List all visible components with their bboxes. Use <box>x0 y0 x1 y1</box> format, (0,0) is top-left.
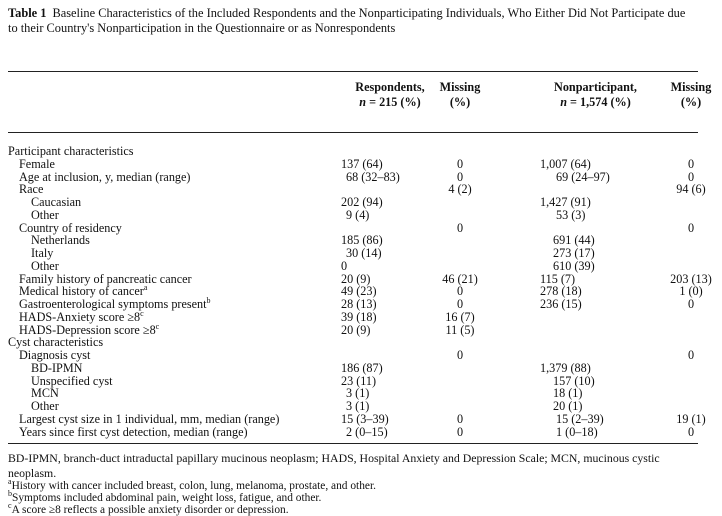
table-body <box>0 144 712 439</box>
respondents-missing-value: 0 <box>456 348 464 362</box>
respondents-value: 2 (0–15) <box>346 424 388 439</box>
nonparticipant-missing-value: 0 <box>687 348 695 362</box>
respondents-value: 20 (9) <box>341 271 371 286</box>
table-title: Baseline Characteristics of the Included Respondents and the Nonparticipating Individuals, Who Either Did Not Participate due to their Country's Nonparticipation in the Questionnaire or as Nonrespondents <box>8 6 686 35</box>
header-line <box>335 95 445 110</box>
n-label: n <box>560 95 567 109</box>
row-label-text: Medical history of cancer <box>19 284 144 299</box>
row-label-text: Female <box>19 156 55 171</box>
respondents-value: 137 (64) <box>341 156 383 171</box>
nonparticipant-value: 18 (1) <box>553 386 583 401</box>
header-nonparticipant <box>533 80 658 110</box>
nonparticipant-missing-value: 0 <box>687 297 695 311</box>
row-label-text: Age at inclusion, y, median (range) <box>19 169 191 184</box>
nonparticipant-value: 157 (10) <box>553 373 595 388</box>
header-line: (%) <box>680 95 702 109</box>
nonparticipant-value: 15 (2–39) <box>556 411 604 426</box>
respondents-missing-value: 0 <box>456 156 464 171</box>
respondents-value: 23 (11) <box>341 373 377 388</box>
respondents-missing-value: 4 (2) <box>448 182 472 197</box>
row-label-text: Netherlands <box>31 233 90 248</box>
header-line: Missing <box>439 80 481 94</box>
nonparticipant-value: 236 (15) <box>540 297 582 311</box>
row-label-text: Participant characteristics <box>8 144 134 158</box>
header-line: Nonparticipant, <box>554 80 637 94</box>
row-label-text: BD-IPMN <box>31 360 83 375</box>
bottom-rule <box>8 443 698 444</box>
footnote-abbreviations <box>8 451 703 480</box>
header-respondents <box>335 80 445 110</box>
row-label-text: Other <box>31 399 59 413</box>
row-label-text: Family history of pancreatic cancer <box>19 271 192 286</box>
nonparticipant-value: 115 (7) <box>540 271 576 286</box>
footnote-marker: c <box>155 321 160 331</box>
footnote-text: History with cancer included breast, colon, lung, melanoma, prostate, and other. <box>11 480 376 492</box>
respondents-value: 9 (4) <box>346 207 370 222</box>
nonparticipant-missing-value: 203 (13) <box>670 271 712 286</box>
row-label-text: Italy <box>31 246 54 260</box>
respondents-value: 20 (9) <box>341 322 371 337</box>
nonparticipant-missing-value: 19 (1) <box>676 411 706 426</box>
respondents-value: 0 <box>341 258 348 273</box>
header-rule <box>8 132 698 133</box>
table-row <box>0 196 706 209</box>
footnote-list <box>8 477 703 516</box>
respondents-value: 30 (14) <box>346 246 382 260</box>
row-label-text: Race <box>19 182 44 197</box>
nonparticipant-value: 1,007 (64) <box>540 156 591 171</box>
table-row <box>0 349 706 362</box>
nonparticipant-missing-value: 1 (0) <box>679 284 703 299</box>
nonparticipant-value: 1,427 (91) <box>540 195 591 209</box>
row-label-text: HADS-Depression score ≥8 <box>19 322 156 337</box>
row-label-text: Caucasian <box>31 195 82 209</box>
respondents-missing-value: 0 <box>456 220 464 235</box>
row-label <box>19 171 190 184</box>
row-label-text: Cyst characteristics <box>8 335 104 350</box>
nonparticipant-value: 53 (3) <box>556 207 586 222</box>
row-label-text: Country of residency <box>19 220 122 235</box>
row-label-text: Largest cyst size in 1 individual, mm, median (range) <box>19 411 280 426</box>
respondents-value: 15 (3–39) <box>341 411 389 426</box>
footnote-marker: b <box>8 489 12 498</box>
respondents-missing-value: 16 (7) <box>445 309 475 324</box>
nonparticipant-value: 1 (0–18) <box>556 424 598 439</box>
respondents-missing-value: 11 (5) <box>445 322 475 337</box>
respondents-missing-value: 46 (21) <box>442 271 478 286</box>
section-header-row <box>0 145 706 158</box>
footnote-marker: a <box>8 477 12 486</box>
footnote-a <box>8 477 703 492</box>
header-line: Missing <box>670 80 712 94</box>
respondents-value: 28 (13) <box>341 297 377 311</box>
nonparticipant-missing-value: 0 <box>687 169 695 184</box>
row-label-text: MCN <box>31 386 59 401</box>
respondents-missing-value: 0 <box>456 169 464 184</box>
table-row <box>0 426 706 439</box>
respondents-missing-value: 0 <box>456 424 464 439</box>
nonparticipant-missing-value: 94 (6) <box>676 182 706 197</box>
respondents-value: 68 (32–83) <box>346 169 400 184</box>
header-line <box>533 95 658 110</box>
nonparticipant-value: 20 (1) <box>553 399 583 413</box>
header-line: Respondents, <box>355 80 425 94</box>
respondents-value: 186 (87) <box>341 360 383 375</box>
row-label-text: Diagnosis cyst <box>19 348 91 362</box>
header-line: (%) <box>449 95 471 109</box>
respondents-missing-value: 0 <box>456 297 464 311</box>
nonparticipant-value: 610 (39) <box>553 258 595 273</box>
footnote-marker: a <box>143 283 148 293</box>
respondents-missing-value: 0 <box>456 284 464 299</box>
nonparticipant-value: 691 (44) <box>553 233 595 248</box>
nonparticipant-value: 278 (18) <box>540 284 582 299</box>
table-caption <box>8 6 698 36</box>
nonparticipant-missing-value: 0 <box>687 424 695 439</box>
nonparticipant-missing-value: 0 <box>687 220 695 235</box>
footnote-text: BD-IPMN, branch-duct intraductal papillary mucinous neoplasm; HADS, Hospital Anxiety and Depression Scale; MCN, mucinous cystic neoplasm. <box>8 451 660 480</box>
nonparticipant-value: 69 (24–97) <box>556 169 610 184</box>
row-label <box>19 426 248 439</box>
table-row <box>0 321 706 337</box>
respondents-value: 39 (18) <box>341 309 377 324</box>
footnote-c <box>8 501 703 516</box>
table-row <box>0 247 706 260</box>
footnote-marker: c <box>8 501 12 510</box>
row-label-text: Unspecified cyst <box>31 373 113 388</box>
nonparticipant-missing-value: 0 <box>687 156 695 171</box>
row-label-text: Other <box>31 207 59 222</box>
top-rule <box>8 71 698 72</box>
n-value: = 1,574 (%) <box>566 95 631 109</box>
nonparticipant-value: 273 (17) <box>553 246 595 260</box>
footnote-marker: b <box>206 296 211 305</box>
respondents-value: 202 (94) <box>341 195 383 209</box>
n-label: n <box>359 95 367 109</box>
table-label: Table 1 <box>8 6 47 20</box>
nonparticipant-value: 1,379 (88) <box>540 360 591 375</box>
section-header-row <box>0 336 706 349</box>
respondents-value: 185 (86) <box>341 233 383 248</box>
footnote-b <box>8 489 703 504</box>
footnote-marker: c <box>140 308 144 318</box>
row-label-text: Years since first cyst detection, median (range) <box>19 424 248 439</box>
n-value: = 215 (%) <box>366 95 421 109</box>
table-row <box>0 171 706 184</box>
respondents-value: 3 (1) <box>346 386 370 401</box>
footnote-text: A score ≥8 reflects a possible anxiety disorder or depression. <box>11 504 289 516</box>
respondents-value: 3 (1) <box>346 399 370 413</box>
respondents-value: 49 (23) <box>341 284 377 299</box>
header-missing-nonparticipant <box>660 80 722 110</box>
header-missing-respondents <box>430 80 490 110</box>
footnote-text: Symptoms included abdominal pain, weight loss, fatigue, and other. <box>12 492 322 504</box>
respondents-missing-value: 0 <box>456 411 464 426</box>
row-label-text: Gastroenterological symptoms present <box>19 297 207 311</box>
row-label-text: Other <box>31 258 59 273</box>
row-label-text: HADS-Anxiety score ≥8 <box>19 309 141 324</box>
